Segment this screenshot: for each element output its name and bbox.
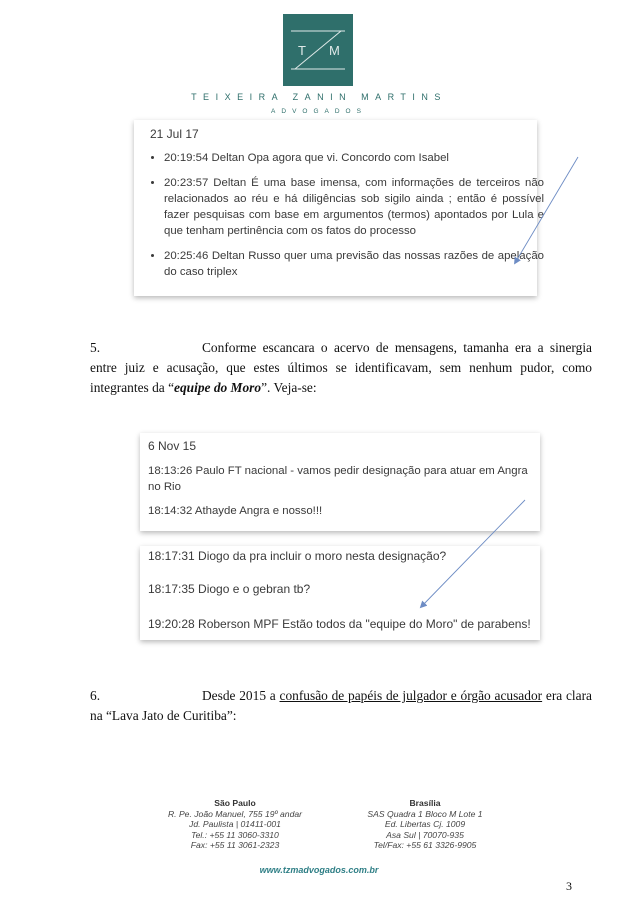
address-line: Asa Sul | 70070-935 [386,829,464,840]
address-line: Ed. Libertas Cj. 1009 [384,819,466,829]
sao-paulo-address [150,798,320,851]
phone-line: Tel/Fax: +55 61 3326-9905 [373,840,477,850]
city-name: São Paulo [214,798,256,808]
paragraph-text: Conforme escancara o acervo de mensagens, tamanha era a sinergia entre juiz e acusação, que estes últimos se identificavam, sem nenhum pudor, como integrantes da “ [90,340,592,395]
message-item: 18:13:26 Paulo FT nacional - vamos pedir designação para atuar em Angra no Rio [148,465,528,493]
logo-letter-left: T [298,43,306,58]
address-line: SAS Quadra 1 Bloco M Lote 1 [367,808,483,819]
emphasis-text: equipe do Moro [174,380,262,395]
website-link[interactable]: www.tzmadvogados.com.br [259,865,379,875]
message-item: • 20:19:54 Deltan Opa agora que vi. Concordo com Isabel [164,150,544,166]
message-item: • 20:25:46 Deltan Russo quer uma previsão das nossas razões de apelação do caso triplex [164,248,544,280]
paragraph-number: 5. [90,340,101,355]
address-line: Jd. Paulista | 01411-001 [189,819,281,829]
arrow-2 [421,500,525,607]
paragraph-number: 6. [90,688,101,703]
underlined-text: confusão de papéis de julgador e órgão acusador [279,688,543,703]
city-name: Brasília [409,798,441,808]
paragraph-text-end: ”. Veja-se: [261,380,317,395]
message-date: 6 Nov 15 [148,439,197,453]
message-item: 18:17:31 Diogo da pra incluir o moro nesta designação? [148,549,447,563]
firm-name: TEIXEIRA ZANIN MARTINS [191,92,447,102]
message-item: 18:14:32 Athayde Angra e nosso!!! [148,505,323,517]
phone-line: Tel.: +55 11 3060-3310 [191,829,279,840]
firm-subtitle: ADVOGADOS [271,108,367,115]
message-item: • 20:23:57 Deltan É uma base imensa, com informações de terceiros não relacionados ao réu e há diligências sob sigilo ainda ; então é possível fazer pesquisas com base em argumentos (termos) apontados por Lula e que tenham pertinência com os fatos do processo [164,175,544,239]
brasilia-address [340,798,510,851]
page-number: 3 [566,879,572,893]
message-item: 19:20:28 Roberson MPF Estão todos da "equipe do Moro" de parabens! [148,617,531,631]
fax-line: Fax: +55 11 3061-2323 [190,840,280,850]
paragraph-text-end: era clara na “Lava Jato de Curitiba”: [90,688,592,723]
logo-letter-right: M [329,43,340,58]
message-item: 18:17:35 Diogo e o gebran tb? [148,582,311,596]
message-date: 21 Jul 17 [150,127,199,141]
paragraph-text: Desde 2015 a [202,688,280,703]
address-line: R. Pe. João Manuel, 755 19º andar [167,808,303,819]
paragraph-6 [90,686,592,726]
arrow-1 [515,157,578,263]
